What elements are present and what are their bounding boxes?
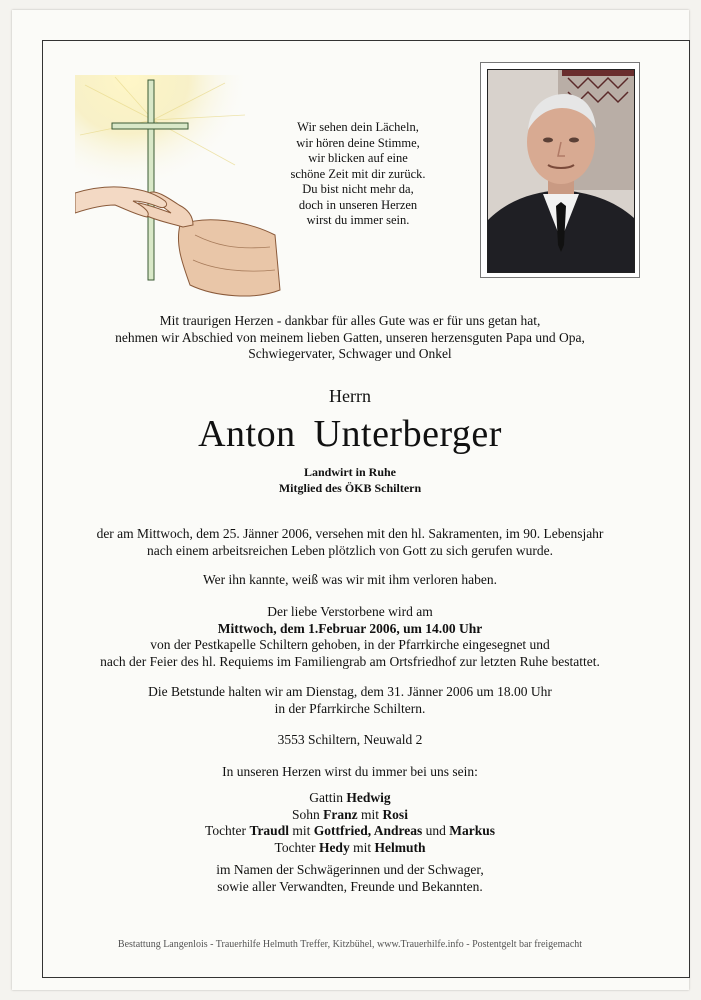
family-member: Gottfried, Andreas	[313, 823, 423, 838]
family-connector: mit	[292, 823, 311, 838]
funeral-date: Mittwoch, dem 1.Februar 2006, um 14.00 Uhr	[217, 620, 483, 636]
death-line: der am Mittwoch, dem 25. Jänner 2006, versehen mit den hl. Sakramenten, im 90. Lebensjahr	[96, 526, 604, 541]
family-member: Markus	[449, 823, 495, 838]
family-connector: mit	[353, 839, 372, 855]
funeral-line: Der liebe Verstorbene wird am	[267, 604, 433, 619]
family-intro	[45, 764, 655, 781]
family-member: Hedy	[318, 839, 350, 855]
family-label: Sohn	[292, 806, 320, 822]
poem-line: schöne Zeit mit dir zurück.	[290, 166, 426, 181]
family-member: Rosi	[382, 806, 408, 822]
family-label: Tochter	[205, 823, 247, 838]
family-connector: und	[425, 823, 446, 838]
intro-text	[60, 313, 640, 363]
portrait-photo	[487, 69, 635, 273]
closing-line: sowie aller Verwandten, Freunde und Bekannten.	[217, 878, 483, 894]
prayer-hour	[45, 684, 655, 717]
deceased-title: Landwirt in Ruhe	[303, 465, 397, 479]
prayer-line: in der Pfarrkirche Schiltern.	[274, 700, 426, 716]
deceased-membership: Mitglied des ÖKB Schiltern	[278, 481, 422, 495]
family-label: Gattin	[309, 790, 344, 805]
deceased-titles	[60, 464, 640, 496]
footer-imprint: Bestattung Langenlois - Trauerhilfe Helmuth Treffer, Kitzbühel, www.Trauerhilfe.info - Postentgelt bar freigemacht	[117, 939, 583, 950]
poem-line: wir blicken auf eine	[308, 151, 408, 165]
funeral-line: nach der Feier des hl. Requiems im Familiengrab am Ortsfriedhof zur letzten Ruhe bestattet.	[100, 653, 600, 669]
death-line: nach einem arbeitsreichen Leben plötzlich von Gott zu sich gerufen wurde.	[147, 542, 553, 558]
family-list	[45, 790, 655, 856]
family-row-son	[45, 807, 655, 824]
address-line: 3553 Schiltern, Neuwald 2	[277, 732, 423, 747]
prayer-line: Die Betstunde halten wir am Dienstag, dem 31. Jänner 2006 um 18.00 Uhr	[148, 684, 552, 699]
intro-line: Schwiegervater, Schwager und Onkel	[248, 346, 452, 361]
poem-line: Wir sehen dein Lächeln,	[297, 120, 419, 134]
cross-hands-illustration	[75, 75, 285, 305]
family-row-daughter1	[45, 823, 655, 840]
intro-line: nehmen wir Abschied von meinem lieben Gatten, unseren herzensguten Papa und Opa,	[115, 329, 585, 345]
portrait-frame	[480, 62, 640, 278]
poem-line: wir hören deine Stimme,	[296, 135, 420, 150]
closing	[45, 862, 655, 895]
family-member: Helmuth	[374, 839, 426, 855]
salutation: Herrn	[329, 386, 371, 406]
quote	[45, 572, 655, 589]
poem-line: doch in unseren Herzen	[298, 197, 418, 212]
family-row-wife	[45, 790, 655, 807]
closing-line: im Namen der Schwägerinnen und der Schwager,	[216, 862, 484, 877]
poem	[283, 120, 433, 229]
address	[45, 732, 655, 749]
family-member: Franz	[323, 806, 358, 822]
quote-line: Wer ihn kannte, weiß was wir mit ihm verloren haben.	[203, 572, 497, 587]
family-member: Hedwig	[346, 790, 391, 805]
family-member: Traudl	[249, 823, 289, 838]
death-notice	[45, 526, 655, 559]
portrait-image	[488, 70, 634, 272]
deceased-name: Anton Unterberger	[198, 413, 502, 455]
funeral-details	[45, 604, 655, 670]
poem-line: wirst du immer sein.	[306, 213, 410, 227]
funeral-line: von der Pestkapelle Schiltern gehoben, in der Pfarrkirche eingesegnet und	[150, 637, 550, 652]
poem-line: Du bist nicht mehr da,	[302, 182, 414, 196]
family-connector: mit	[361, 806, 380, 822]
intro-line: Mit traurigen Herzen - dankbar für alles Gute was er für uns getan hat,	[159, 313, 541, 328]
family-row-daughter2	[45, 840, 655, 857]
family-intro-line: In unseren Herzen wirst du immer bei uns sein:	[222, 764, 478, 779]
family-label: Tochter	[274, 839, 316, 855]
